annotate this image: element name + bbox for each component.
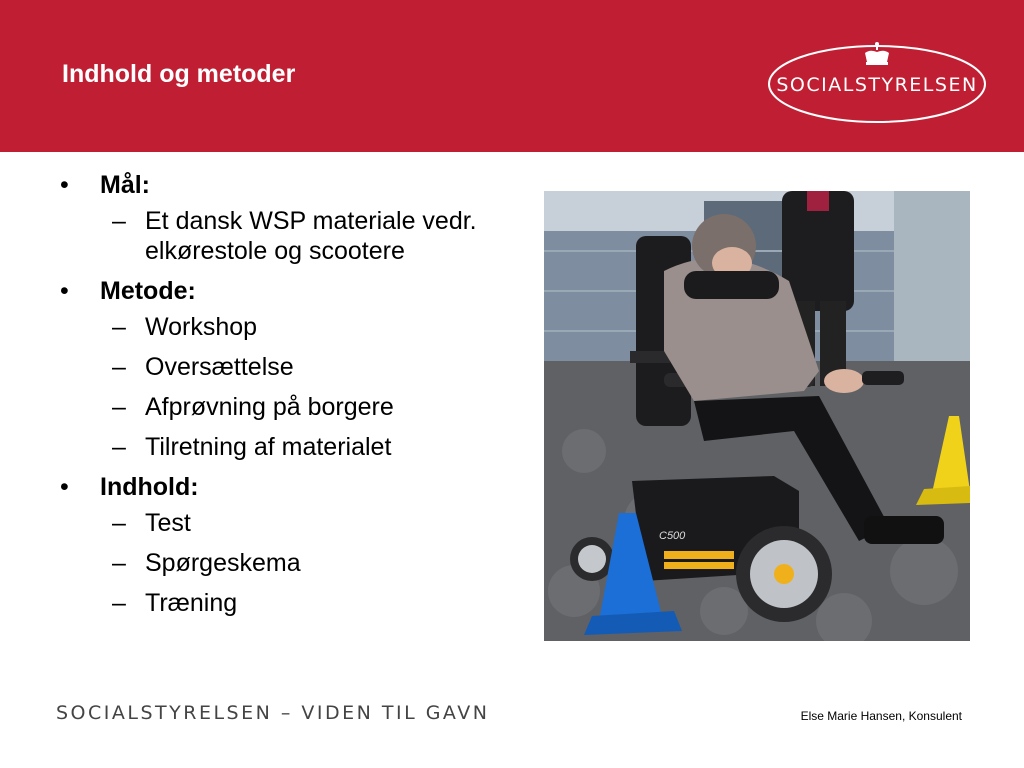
sub-marker: –: [112, 313, 126, 341]
sub-marker: –: [112, 393, 126, 421]
bullet-label: Mål:: [100, 171, 150, 199]
wheelchair-photo: [544, 191, 970, 641]
sub-bullet: [60, 508, 540, 538]
sub-marker: –: [112, 509, 126, 537]
sub-bullet-text: Et dansk WSP materiale vedr. elkørestole og scootere: [145, 207, 477, 265]
bullet-label: Metode:: [100, 277, 196, 305]
bullet-method: [60, 276, 540, 306]
sub-bullet-text: Afprøvning på borgere: [145, 393, 394, 421]
bullet-label: Indhold:: [100, 473, 199, 501]
header-band: [0, 0, 1024, 152]
footer-brand: SOCIALSTYRELSEN – VIDEN TIL GAVN: [56, 702, 490, 724]
sub-marker: –: [112, 589, 126, 617]
sub-bullet: [60, 432, 540, 462]
bullet-marker: •: [60, 473, 69, 501]
footer-author: Else Marie Hansen, Konsulent: [800, 709, 962, 723]
sub-bullet-text: Oversættelse: [145, 353, 294, 381]
sub-bullet-text: Spørgeskema: [145, 549, 301, 577]
slide-title: Indhold og metoder: [62, 60, 296, 88]
bullet-marker: •: [60, 171, 69, 199]
bullet-marker: •: [60, 277, 69, 305]
sub-bullet: [60, 312, 540, 342]
sub-bullet: [60, 548, 540, 578]
sub-bullet: [60, 206, 540, 266]
bullet-goal: [60, 170, 540, 200]
sub-bullet-text: Workshop: [145, 313, 258, 341]
sub-marker: –: [112, 207, 126, 235]
sub-marker: –: [112, 433, 126, 461]
sub-bullet: [60, 588, 540, 618]
sub-marker: –: [112, 549, 126, 577]
sub-bullet-text: Træning: [145, 589, 238, 617]
sub-bullet: [60, 352, 540, 382]
socialstyrelsen-logo: [766, 40, 988, 126]
sub-bullet-text: Test: [145, 509, 191, 537]
bullet-list: [60, 166, 540, 628]
sub-bullet-text: Tilretning af materialet: [145, 433, 392, 461]
sub-bullet: [60, 392, 540, 422]
wheelchair-model-label: C500: [659, 530, 686, 542]
logo-text: SOCIALSTYRELSEN: [776, 74, 978, 96]
bullet-content: [60, 472, 540, 502]
sub-marker: –: [112, 353, 126, 381]
